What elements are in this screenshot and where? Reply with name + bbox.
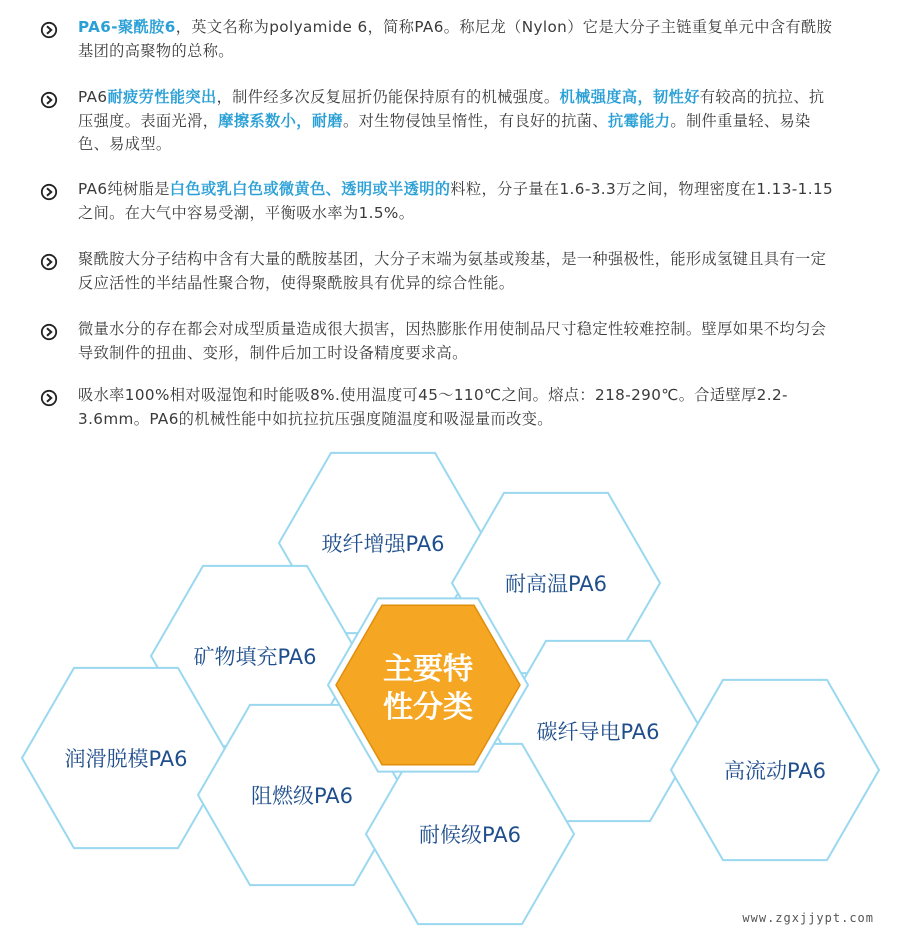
hex-label: 矿物填充PA6 xyxy=(193,645,317,669)
feature-text xyxy=(78,16,840,63)
classification-diagram xyxy=(0,450,900,941)
circled-arrow-icon xyxy=(40,323,58,341)
body-text: 。制件重量轻、易染色、易成型。 xyxy=(78,111,811,153)
feature-text xyxy=(78,178,840,225)
circled-arrow-icon xyxy=(40,389,58,407)
body-text: PA6 xyxy=(78,88,108,106)
circled-arrow-icon xyxy=(40,21,58,39)
circled-arrow-icon xyxy=(40,183,58,201)
hex-label: 阻燃级PA6 xyxy=(250,784,354,808)
circled-arrow-icon xyxy=(40,91,58,109)
hex-high-flow xyxy=(671,680,879,860)
hex-label: 耐候级PA6 xyxy=(418,823,522,847)
body-text: 料粒，分子量在1.6-3.3万之间，物理密度在1.13-1.15之间。在大气中容易受潮，平衡吸水率为1.5%。 xyxy=(78,180,834,222)
hex-label: 玻纤增强PA6 xyxy=(321,532,445,556)
hex-label: 碳纤导电PA6 xyxy=(536,720,660,744)
highlight-text: 机械强度高，韧性好 xyxy=(559,88,700,106)
feature-text xyxy=(78,384,840,431)
body-text: 。对生物侵蚀呈惰性，有良好的抗菌、 xyxy=(343,111,608,130)
highlight-text: PA6-聚酰胺6 xyxy=(78,18,176,36)
body-text: 吸水率100%相对吸湿饱和时能吸8%.使用温度可45～110℃之间。熔点：218-290℃。合适壁厚2.2-3.6mm。PA6的机械性能中如抗拉抗压强度随温度和吸湿量而改变。 xyxy=(78,386,788,428)
body-text: 微量水分的存在都会对成型质量造成很大损害，因热膨胀作用使制品尺寸稳定性较难控制。壁厚如果不均匀会导致制件的扭曲、变形，制件后加工时设备精度要求高。 xyxy=(78,320,827,362)
highlight-text: 耐疲劳性能突出 xyxy=(107,88,217,106)
feature-text xyxy=(78,86,840,157)
hex-label: 耐高温PA6 xyxy=(504,572,608,596)
highlight-text: 摩擦系数小，耐磨 xyxy=(218,111,343,130)
feature-text xyxy=(78,318,840,365)
body-text: 聚酰胺大分子结构中含有大量的酰胺基团，大分子末端为氨基或羧基，是一种强极性，能形成氢键且具有一定反应活性的半结晶性聚合物，使得聚酰胺具有优异的综合性能。 xyxy=(78,250,827,292)
hex-label: 高流动PA6 xyxy=(723,759,827,783)
body-text: 有较高的抗拉、抗压强度。表面光滑， xyxy=(78,88,825,130)
circled-arrow-icon xyxy=(40,253,58,271)
feature-text xyxy=(78,248,840,295)
body-text: ，制件经多次反复屈折仍能保持原有的机械强度。 xyxy=(216,88,560,106)
body-text: ，英文名称为polyamide 6，简称PA6。称尼龙（Nylon）它是大分子主链重复单元中含有酰胺基团的高聚物的总称。 xyxy=(78,18,833,60)
highlight-text: 抗霉能力 xyxy=(608,111,671,130)
body-text: PA6纯树脂是 xyxy=(78,180,170,198)
center-title-line: 主要特 xyxy=(383,652,473,687)
hex-label: 润滑脱模PA6 xyxy=(64,747,188,771)
center-title-line: 性分类 xyxy=(383,690,473,725)
watermark: www.zgxjjypt.com xyxy=(742,911,874,925)
highlight-text: 白色或乳白色或微黄色、透明或半透明的 xyxy=(169,180,451,198)
